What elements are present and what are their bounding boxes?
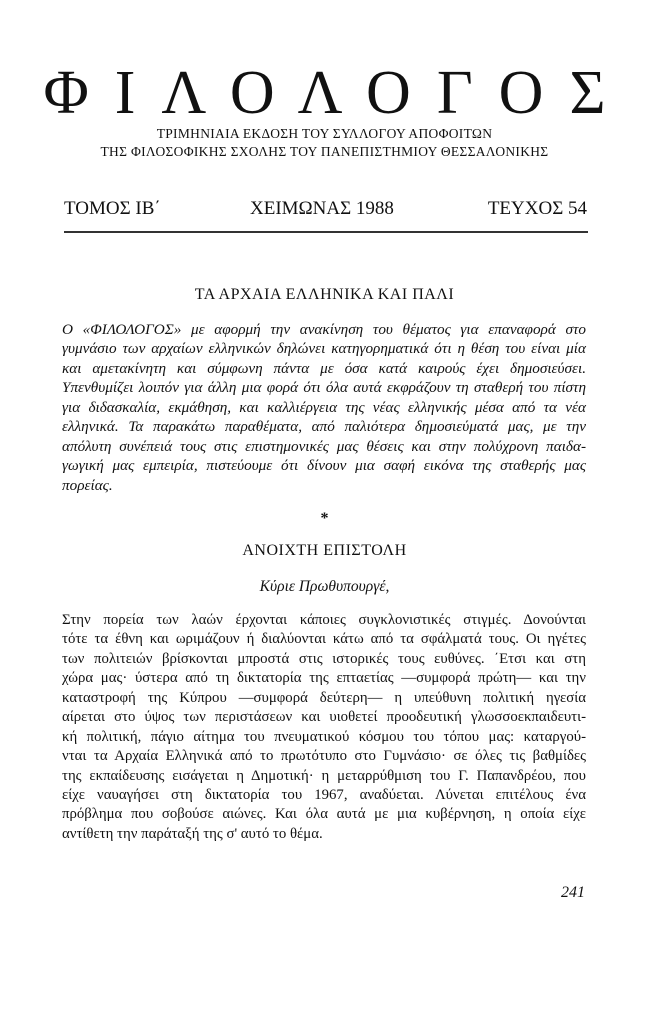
journal-subtitle-line1: ΤΡΙΜΗΝΙΑΙΑ ΕΚΔΟΣΗ ΤΟΥ ΣΥΛΛΟΓΟΥ ΑΠΟΦΟΙΤΩΝ — [156, 126, 493, 141]
text-line: πρόβλημα που σοβούσε αιώνες. Και όλα αυτά με μια κυβέρνηση, η οποία είχε — [62, 806, 586, 823]
letter-body — [62, 611, 586, 844]
text-line: Στην πορεία των λαών έρχονται κάποιες συγκλονιστικές στιγμές. Δονούνται — [62, 612, 586, 628]
text-line: αίρεται στο ύψος των περιστάσεων και υιοθετεί προοδευτική γλωσσοεκπαιδευτι- — [62, 709, 586, 726]
text-line: τότε τα έθνη και ωριμάζουν ή διαλύονται κάτω από τα σφάλματά τους. Οι ηγέτες — [62, 631, 586, 648]
issue-label: ΤΕΥΧΟΣ 54 — [487, 198, 587, 219]
text-line: κή πολιτική, πάγιο αίτημα του πνευματικού κόσμου του τόπου μας: καταργού- — [62, 728, 586, 745]
volume-label: ΤΟΜΟΣ ΙΒ΄ — [64, 198, 161, 219]
text-line: της εκπαίδευσης εισάγεται η Δημοτική· η μεταρρύθμιση του Γ. Παπανδρέου, που — [62, 767, 586, 784]
text-line: πορείας. — [62, 476, 113, 494]
article-title: ΤΑ ΑΡΧΑΙΑ ΕΛΛΗΝΙΚΑ ΚΑΙ ΠΑΛΙ — [194, 286, 455, 303]
journal-subtitle-line2: ΤΗΣ ΦΙΛΟΣΟΦΙΚΗΣ ΣΧΟΛΗΣ ΤΟΥ ΠΑΝΕΠΙΣΤΗΜΙΟΥ ΘΕΣΣΑΛΟΝΙΚΗΣ — [100, 144, 549, 159]
section-separator: * — [320, 510, 329, 527]
letter-title: ΑΝΟΙΧΤΗ ΕΠΙΣΤΟΛΗ — [242, 542, 407, 559]
text-line: είχε ναυαγήσει στη δικτατορία του 1967, αναδύεται. Λύνεται επιτέλους ένα — [62, 786, 586, 803]
text-line: Υπενθυμίζει λοιπόν για άλλη μια φορά ότι όλα αυτά εκφράζουν τη σταθερή του πίστη — [62, 379, 586, 397]
journal-title: ΦΙΛΟΛΟΓΟΣ — [43, 59, 632, 127]
header-divider — [64, 231, 588, 233]
text-line: γωγική μας εμπειρία, πιστεύουμε ότι δίνουν μια σαφή εικόνα της σταθερής μας — [62, 457, 586, 475]
salutation: Κύριε Πρωθυπουργέ, — [259, 578, 390, 595]
editorial-intro — [62, 320, 586, 495]
text-line: χώρα μας· ύστερα από τη δικτατορία της επταετίας —συμφορά πρώτη— και την — [62, 670, 586, 687]
text-line: νται τα Αρχαία Ελληνικά από το πρωτότυπο στο Γυμνάσιο· σε όλες τις βαθμίδες — [62, 748, 586, 765]
text-line: Ο «ΦΙΛΟΛΟΓΟΣ» με αφορμή την ανακίνηση του θέματος για επαναφορά στο — [62, 321, 586, 338]
season-label: ΧΕΙΜΩΝΑΣ 1988 — [250, 198, 394, 219]
text-line: αντίθετη την παράταξή της σ' αυτό το θέμα. — [62, 825, 323, 842]
page-number: 241 — [561, 884, 585, 901]
text-line: και αμετακίνητη και σύμφωνη πάντα με όσα κατά καιρούς έχει δημοσιεύσει. — [62, 359, 586, 377]
text-line: των πολιτειών βρίσκονται μπροστά στις ιστορικές τους ευθύνες. ΄Ετσι και στη — [62, 650, 586, 667]
text-line: απόλυτη συνέπειά τους στις επιστημονικές μας θέσεις και στην πολύχρονη παιδα- — [62, 437, 586, 455]
text-line: για διδασκαλία, εκμάθηση, και καλλιέργεια της νέας ελληνικής μέσα από τα νέα — [62, 398, 586, 416]
text-line: καταστροφή της Κύπρου —συμφορά δεύτερη— η υπεύθυνη πολιτική ηγεσία — [62, 689, 586, 706]
text-line: γυμνάσιο των αρχαίων ελληνικών δηλώνει κατηγορηματικά ότι η θέση του είναι μία — [62, 340, 586, 358]
text-line: ελληνικά. Τα παρακάτω παραθέματα, από παλιότερα δημοσιεύματά μας, με την — [62, 418, 586, 436]
